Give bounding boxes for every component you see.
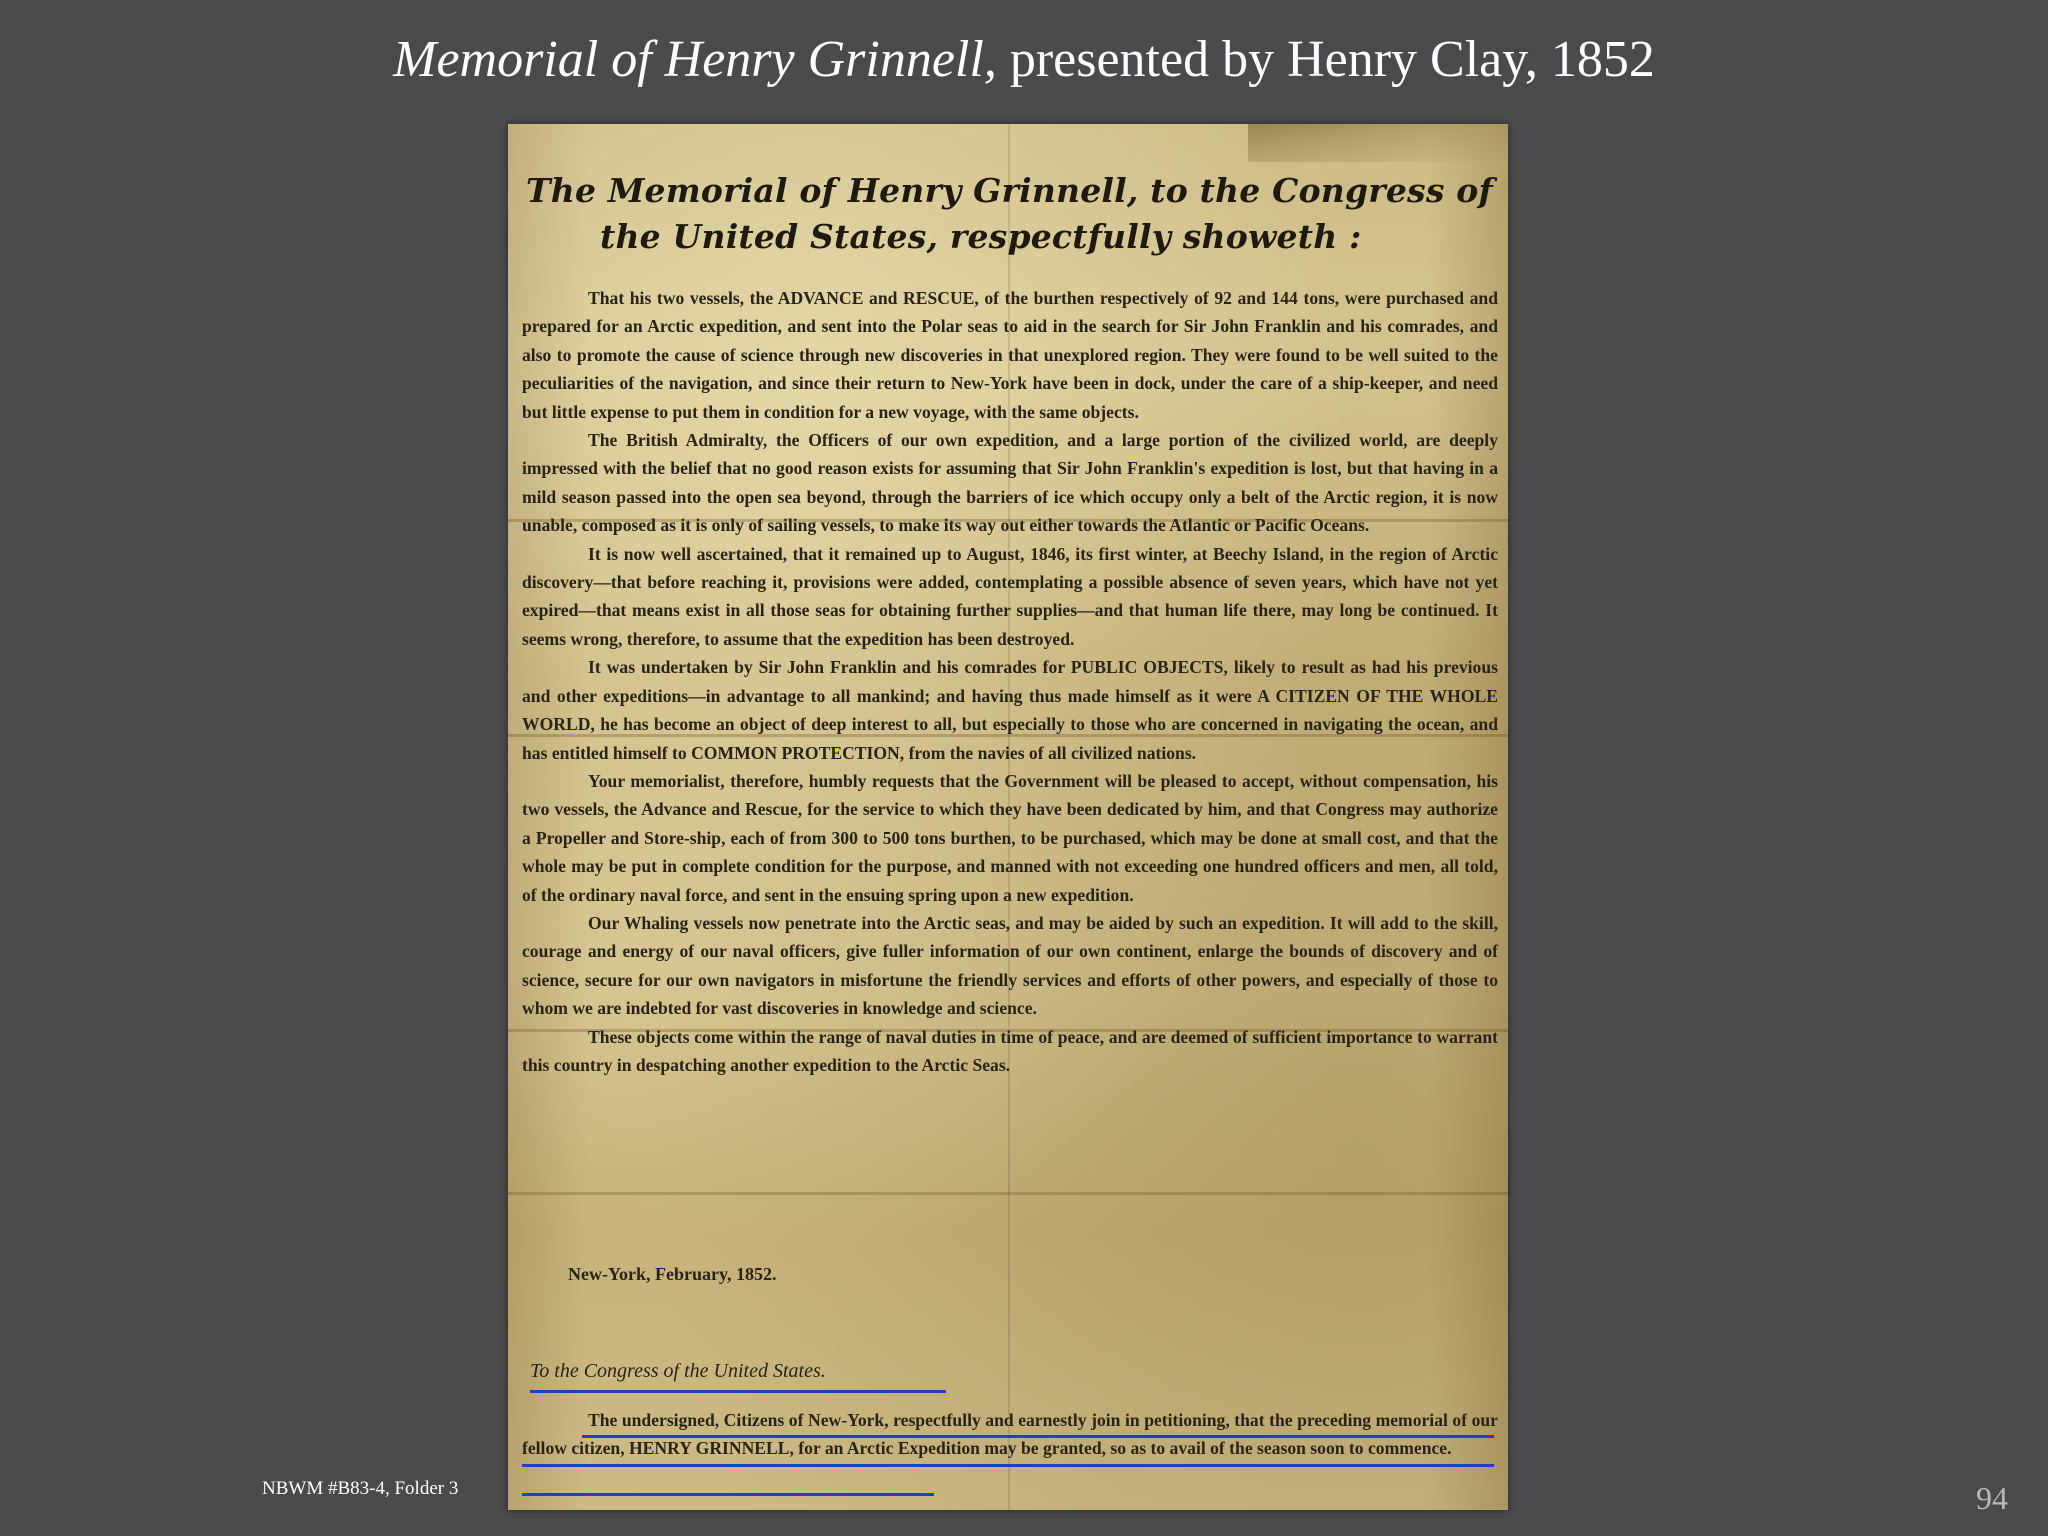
document-paragraph: It is now well ascertained, that it remained up to August, 1846, its first winter, at Beechy Island, in the region of Arctic discovery—that before reaching it, provisions were added, contemplating a possible absence of seven years, which have not yet expired—that means exist in all those seas for obtaining further supplies—and that human life there, may long be continued. It seems wrong, therefore, to assume that the expedition has been destroyed. <box>522 543 1498 649</box>
source-note: NBWM #B83-4, Folder 3 <box>262 1478 459 1499</box>
slide-title-italic: Memorial of Henry Grinnell, <box>393 31 997 88</box>
page-number: 94 <box>1976 1480 2008 1516</box>
slide-title-rest: presented by Henry Clay, 1852 <box>996 31 1655 88</box>
document-heading <box>526 168 1496 260</box>
underline-annotation <box>522 1493 934 1496</box>
document-paragraph: The British Admiralty, the Officers of our own expedition, and a large portion of the civilized world, are deeply impressed with the belief that no good reason exists for assuming that Sir John Franklin's expedition is lost, but that having in a mild season passed into the open sea beyond, through the barriers of ice which occupy only a belt of the Arctic region, it is now unable, composed as it is only of sailing vessels, to make its way out either towards the Atlantic or Pacific Oceans. <box>522 430 1498 536</box>
document-paragraph: Our Whaling vessels now penetrate into the Arctic seas, and may be aided by such an expedition. It will add to the skill, courage and energy of our naval officers, give fuller information of our own continent, enlarge the bounds of discovery and of science, secure for our own navigators in misfortune the friendly services and efforts of other powers, and especially of those to whom we are indebted for vast discoveries in knowledge and science. <box>522 912 1498 1019</box>
document-date-line: New-York, February, 1852. <box>568 1264 777 1284</box>
underline-annotation <box>522 1464 1494 1467</box>
paper-tear <box>1248 124 1508 162</box>
document-salutation: To the Congress of the United States. <box>530 1360 826 1382</box>
slide-title <box>0 28 2048 92</box>
document-paragraph: That his two vessels, the ADVANCE and RESCUE, of the burthen respectively of 92 and 144 tons, were purchased and prepared for an Arctic expedition, and sent into the Polar seas to aid in the search for Sir John Franklin and his comrades, and also to promote the cause of science through new discoveries in that unexplored region. They were found to be well suited to the peculiarities of the navigation, and since their return to New-York have been in dock, under the care of a ship-keeper, and need but little expense to put them in condition for a new voyage, with the same objects. <box>522 288 1498 422</box>
document-paragraph: It was undertaken by Sir John Franklin and his comrades for PUBLIC OBJECTS, likely to result as had his previous and other expeditions—in advantage to all mankind; and having thus made himself as it were A CITIZEN OF THE WHOLE WORLD, he has become an object of deep interest to all, but especially to those who are concerned in navigating the ocean, and has entitled himself to COMMON PROTECTION, from the navies of all civilized nations. <box>522 657 1498 763</box>
underline-annotation <box>582 1435 1494 1438</box>
document-paragraph: These objects come within the range of naval duties in time of peace, and are deemed of sufficient importance to warrant this country in despatching another expedition to the Arctic Seas. <box>522 1026 1498 1075</box>
document-scan <box>508 124 1508 1510</box>
underline-annotation <box>530 1390 946 1393</box>
document-body <box>522 284 1498 1079</box>
document-heading-line-1: The Memorial of Henry Grinnell, to the Congress of <box>526 171 1493 210</box>
document-heading-line-2: the United States, respectfully showeth : <box>600 217 1362 256</box>
document-paragraph: Your memorialist, therefore, humbly requests that the Government will be pleased to accept, without compensation, his two vessels, the Advance and Rescue, for the service to which they have been dedicated by him, and that Congress may authorize a Propeller and Store-ship, each of from 300 to 500 tons burthen, to be purchased, which may be done at small cost, and that the whole may be put in complete condition for the purpose, and manned with not exceeding one hundred officers and men, all told, of the ordinary naval force, and sent in the ensuing spring upon a new expedition. <box>522 770 1498 905</box>
petition-paragraph: The undersigned, Citizens of New-York, respectfully and earnestly join in petitioning, that the preceding memorial of our fellow citizen, HENRY GRINNELL, for an Arctic Expedition may be granted, so as to avail of the season soon to commence. <box>522 1410 1498 1459</box>
